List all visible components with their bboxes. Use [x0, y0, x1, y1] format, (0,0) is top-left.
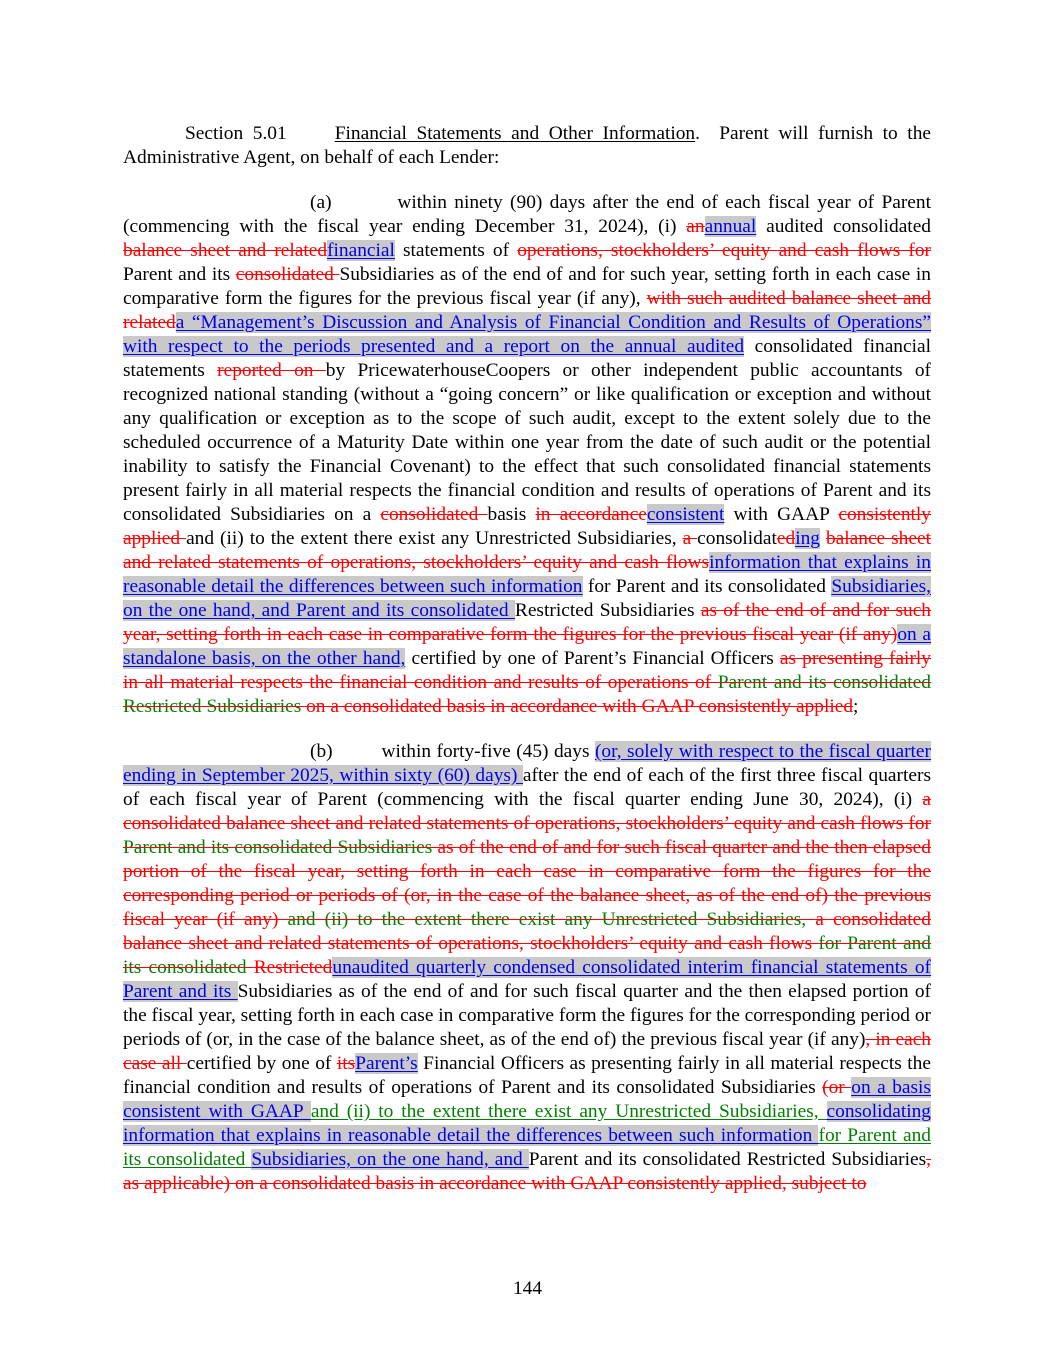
text-segment: Parent and its consolidated Restricted Subsidiaries	[123, 672, 931, 717]
text-segment: Subsidiaries, on the one hand, and	[251, 1149, 529, 1170]
text-segment: certified by one of Parent’s Financial Officers	[405, 648, 780, 669]
text-segment: within forty-five (45) days	[381, 741, 595, 762]
text-segment: (or, solely with respect to the fiscal quarter ending in September 2025, within sixty (60) days)	[123, 741, 931, 786]
text-segment: unaudited quarterly condensed consolidated interim financial statements of Parent and its	[123, 957, 931, 1002]
text-segment: , in each case all	[123, 1029, 931, 1074]
text-segment: Restricted	[253, 957, 333, 978]
text-segment: information that explains in reasonable detail the differences between such information	[123, 552, 931, 597]
text-segment: on a basis consistent with GAAP	[123, 1077, 931, 1122]
text-segment: a “Management’s Discussion and Analysis of Financial Condition and Results of Operations” with respect to the periods presented and a report on the annual audited	[123, 312, 931, 357]
text-segment	[287, 123, 335, 144]
text-segment: (b)	[310, 741, 333, 762]
text-segment: on a consolidated basis in accordance with GAAP consistently applied	[306, 696, 854, 717]
text-segment: after the end of each of the first three fiscal quarters of each fiscal year of Parent (commencing with the fiscal quarter ending June 30, 2024), (i)	[123, 765, 931, 810]
text-segment: balance sheet and related	[123, 240, 328, 261]
text-segment: consistently applied	[123, 504, 931, 549]
text-segment: audited consolidated	[756, 216, 931, 237]
text-segment: Parent and its consolidated Subsidiaries	[123, 837, 438, 858]
text-segment: an	[686, 216, 705, 237]
text-segment: in accordance	[535, 504, 647, 525]
text-segment: Subsidiaries as of the end of and for such fiscal quarter and the then elapsed portion of the fiscal year, setting forth in each case in comparative form the figures for the corresponding period or periods of (or, in the case of the balance sheet, as of the end of) the previous fiscal year (if any)	[123, 981, 931, 1050]
text-segment: annual	[704, 216, 757, 237]
text-segment: basis	[487, 504, 536, 525]
text-segment: Subsidiaries, on the one hand, and Parent and its consolidated	[123, 576, 931, 621]
text-segment: for Parent and its consolidated	[123, 933, 932, 978]
page-number: 144	[512, 1278, 543, 1299]
document-body	[123, 122, 931, 1217]
text-segment: consolidating information that explains in reasonable detail the differences between such information	[123, 1101, 931, 1146]
text-segment: Section 5.01	[185, 123, 287, 144]
text-segment: . Parent will furnish to the Administrative Agent, on behalf of each Lender:	[123, 123, 931, 168]
text-segment: and (ii) to the extent there exist any Unrestricted Subsidiaries,	[287, 909, 816, 930]
text-segment: a consolidated balance sheet and related statements of operations, stockholders’ equity and cash flows for	[123, 789, 931, 834]
text-segment: Subsidiaries as of the end of and for such year, setting forth in each case in comparative form the figures for the previous fiscal year (if any),	[123, 264, 931, 309]
text-segment: and (ii) to the extent there exist any Unrestricted Subsidiaries,	[310, 1101, 827, 1122]
text-segment: financial	[327, 240, 395, 261]
text-segment	[332, 192, 398, 213]
text-segment: consolidat	[697, 528, 777, 549]
text-segment: Parent and its	[123, 264, 236, 285]
text-segment: as of the end of and for such fiscal quarter and the then elapsed portion of the fiscal year, setting forth in each case in comparative form the figures for the corresponding period or periods of (or, in the case of the balance sheet, as of the end of) the previous fiscal year (if any)	[123, 837, 931, 930]
text-segment: balance sheet and related statements of operations, stockholders’ equity and cash flows	[123, 528, 931, 573]
text-segment: reported on	[217, 360, 326, 381]
text-segment: with GAAP	[724, 504, 839, 525]
text-segment: by PricewaterhouseCoopers or other independent public accountants of recognized national standing (without a “going concern” or like qualification or exception and without any qualification or exception as to the scope of such audit, except to the extent solely due to the scheduled occurrence of a Maturity Date within one year from the date of such audit or the potential inability to satisfy the Financial Covenant) to the effect that such consolidated financial statements present fairly in all material respects the financial condition and results of operations of Parent and its consolidated Subsidiaries on a	[123, 360, 931, 525]
text-segment: operations, stockholders’ equity and cash flows for	[517, 240, 931, 261]
text-segment: consistent	[646, 504, 725, 525]
text-segment: Parent and its consolidated Restricted Subsidiaries	[528, 1149, 927, 1170]
text-segment: statements of	[394, 240, 518, 261]
text-segment: a consolidated balance sheet and related statements of operations, stockholders’ equity and cash flows	[123, 909, 931, 954]
text-segment: Restricted Subsidiaries	[514, 600, 701, 621]
text-segment: consolidated	[235, 264, 340, 285]
text-segment: (or	[822, 1077, 852, 1098]
text-segment: ;	[853, 696, 859, 717]
clause-b-paragraph	[123, 740, 931, 1196]
clause-a-paragraph	[123, 191, 931, 719]
text-segment: Financial Statements and Other Information	[334, 123, 696, 144]
text-segment: and (ii) to the extent there exist any Unrestricted Subsidiaries,	[186, 528, 683, 549]
text-segment: consolidated	[380, 504, 488, 525]
text-segment: certified by one of	[186, 1053, 337, 1074]
text-segment: ing	[795, 528, 820, 549]
text-segment: on a standalone basis, on the other hand,	[123, 624, 931, 669]
text-segment: as presenting fairly in all material respects the financial condition and results of operations of	[123, 648, 931, 693]
text-segment: within ninety (90) days after the end of each fiscal year of Parent (commencing with the fiscal year ending December 31, 2024), (i)	[123, 192, 931, 237]
text-segment: as of the end of and for such year, setting forth in each case in comparative form the figures for the previous fiscal year (if any)	[123, 600, 932, 645]
text-segment: ed	[776, 528, 796, 549]
text-segment	[333, 741, 382, 762]
section-heading-paragraph	[123, 122, 931, 170]
text-segment: Financial Officers as presenting fairly in all material respects the financial condition and results of operations of Parent and its consolidated Subsidiaries	[123, 1053, 931, 1098]
text-segment: a	[682, 528, 698, 549]
text-segment: (a)	[310, 192, 332, 213]
text-segment: Parent’s	[355, 1053, 418, 1074]
text-segment: , as applicable) on a consolidated basis in accordance with GAAP consistently applied, subject to	[123, 1149, 931, 1194]
text-segment: for Parent and its consolidated	[123, 1125, 931, 1170]
text-segment: consolidated financial statements	[123, 336, 931, 381]
text-segment: for Parent and its consolidated	[582, 576, 832, 597]
text-segment: its	[336, 1053, 356, 1074]
text-segment: with such audited balance sheet and related	[123, 288, 931, 333]
